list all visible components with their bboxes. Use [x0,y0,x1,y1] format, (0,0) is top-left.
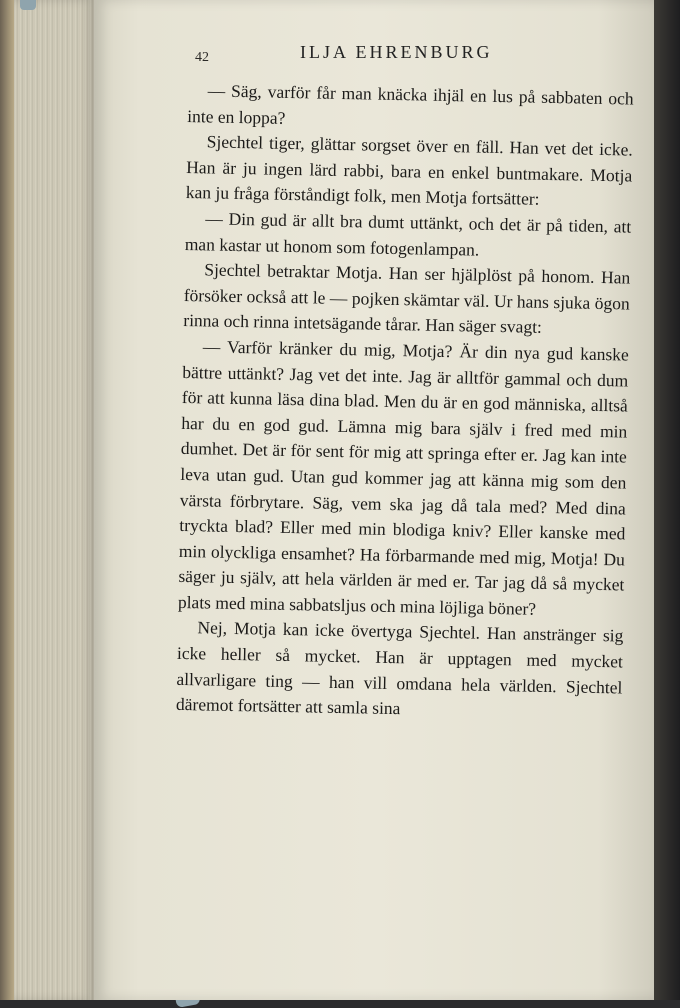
background-edge [654,0,680,1000]
paragraph: Sjechtel betraktar Motja. Han ser hjälplöst på honom. Han försöker också att le — pojken skämtar väl. Ur hans sjuka ögon rinna och rinna intetsägande tårar. Han säger svagt: [183,259,631,338]
paragraph: — Varför kränker du mig, Motja? Är din nya gud kanske bättre uttänkt? Jag vet det inte. Jag är alltför gammal och dum för att kunna läsa dina blad. Men du är en god människa, alltså har du en god gud. Lämna mig bara själv i fred med min dumhet. Det är för sent för mig att springa efter er. Jag kan inte leva utan gud. Utan gud kommer jag att känna mig som den värsta förbrytare. Säg, vem ska jag då tala med? Med dina tryckta blad? Eller med min blodiga kniv? Eller kanske med min olyckliga ensamhet? Ha förbarmande med mig, Motja! Du säger ju själv, att hela världen är med er. Tar jag då så mycket plats med mina sabbatsljus och mina löjliga böner? [177,336,629,619]
page-number: 42 [195,50,209,65]
clip-top-left [20,0,36,10]
paragraph: Nej, Motja kan icke övertyga Sjechtel. Han anstränger sig icke heller så mycket. Han är upptagen med mycket allvarligare ting — han vill omdana hela världen. Sjechtel däremot fortsätter att samla sina [175,617,624,719]
paragraph: — Säg, varför får man knäcka ihjäl en lus på sabbaten och inte en loppa? [187,80,634,128]
paragraph: — Din gud är allt bra dumt uttänkt, och det är på tiden, att man kastar ut honom som fotogenlampan. [184,208,632,260]
book-binding [0,0,14,1000]
paragraph: Sjechtel tiger, glättar sorgset över en fäll. Han vet det icke. Han är ju ingen lärd rabbi, bara en enkel buntmakare. Motja kan ju fråga förståndigt folk, men Motja fortsätter: [185,131,633,210]
body-text [176,78,634,726]
page-edges [14,0,94,1000]
running-head: ILJA EHRENBURG [300,42,493,62]
